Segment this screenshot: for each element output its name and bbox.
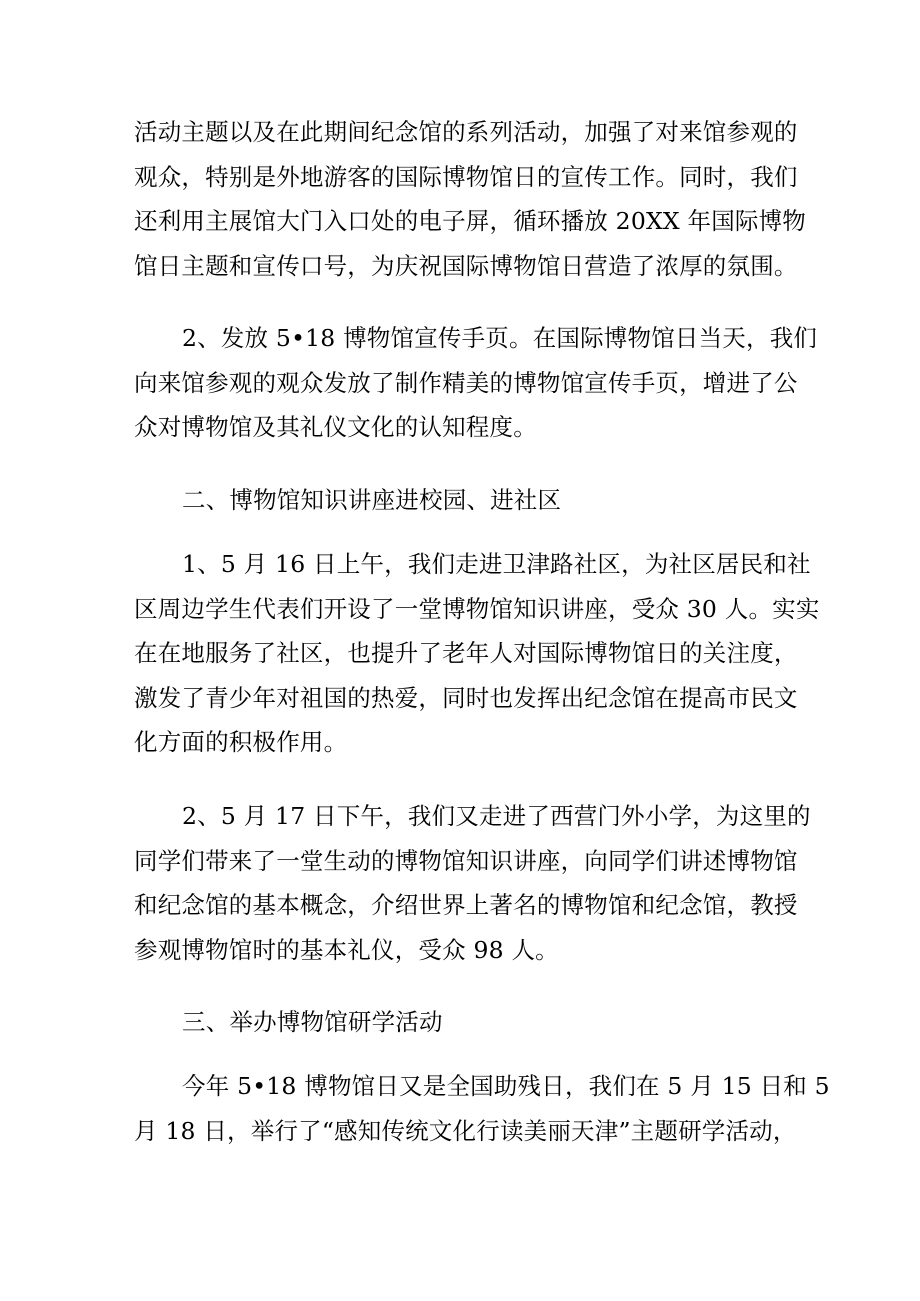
heading-text: 三、举办博物馆研学活动 [182, 1008, 443, 1036]
text-line: 2、5 月 17 日下午，我们又走进了西营门外小学，为这里的 [182, 802, 811, 830]
text-line: 活动主题以及在此期间纪念馆的系列活动，加强了对来馆参观的 [134, 118, 798, 146]
text-line: 区周边学生代表们开设了一堂博物馆知识讲座，受众 30 人。实实 [134, 594, 820, 623]
text-line: 月 18 日，举行了“感知传统文化行读美丽天津”主题研学活动， [134, 1116, 797, 1145]
heading-text: 二、博物馆知识讲座进校园、进社区 [182, 486, 562, 514]
section-heading-study-activity [134, 1000, 794, 1045]
text-line: 化方面的积极作用。 [134, 728, 348, 756]
paragraph-handout [134, 316, 818, 450]
text-line: 众对博物馆及其礼仪文化的认知程度。 [134, 413, 537, 441]
paragraph-event-theme [134, 110, 807, 288]
text-line: 在在地服务了社区，也提升了老年人对国际博物馆日的关注度， [134, 639, 798, 667]
paragraph-study-activity [134, 1064, 830, 1153]
text-line: 和纪念馆的基本概念，介绍世界上著名的博物馆和纪念馆，教授 [134, 891, 798, 919]
text-line: 1、5 月 16 日上午，我们走进卫津路社区，为社区居民和社 [182, 550, 811, 578]
paragraph-community-lecture [134, 542, 820, 765]
text-line: 参观博物馆时的基本礼仪，受众 98 人。 [134, 935, 559, 964]
paragraph-school-lecture [134, 794, 811, 972]
text-line: 激发了青少年对祖国的热爱，同时也发挥出纪念馆在提高市民文 [134, 683, 798, 712]
section-heading-lectures [134, 478, 794, 523]
text-line: 向来馆参观的观众发放了制作精美的博物馆宣传手页，增进了公 [134, 368, 798, 397]
text-line: 2、发放 5•18 博物馆宣传手页。在国际博物馆日当天，我们 [182, 324, 818, 352]
text-line: 同学们带来了一堂生动的博物馆知识讲座，向同学们讲述博物馆 [134, 846, 798, 875]
text-line: 观众，特别是外地游客的国际博物馆日的宣传工作。同时，我们 [134, 162, 798, 191]
text-line: 还利用主展馆大门入口处的电子屏，循环播放 20XX 年国际博物 [134, 207, 807, 235]
text-line: 今年 5•18 博物馆日又是全国助残日，我们在 5 月 15 日和 5 [182, 1072, 830, 1100]
text-line: 馆日主题和宣传口号，为庆祝国际博物馆日营造了浓厚的氛围。 [134, 251, 798, 280]
